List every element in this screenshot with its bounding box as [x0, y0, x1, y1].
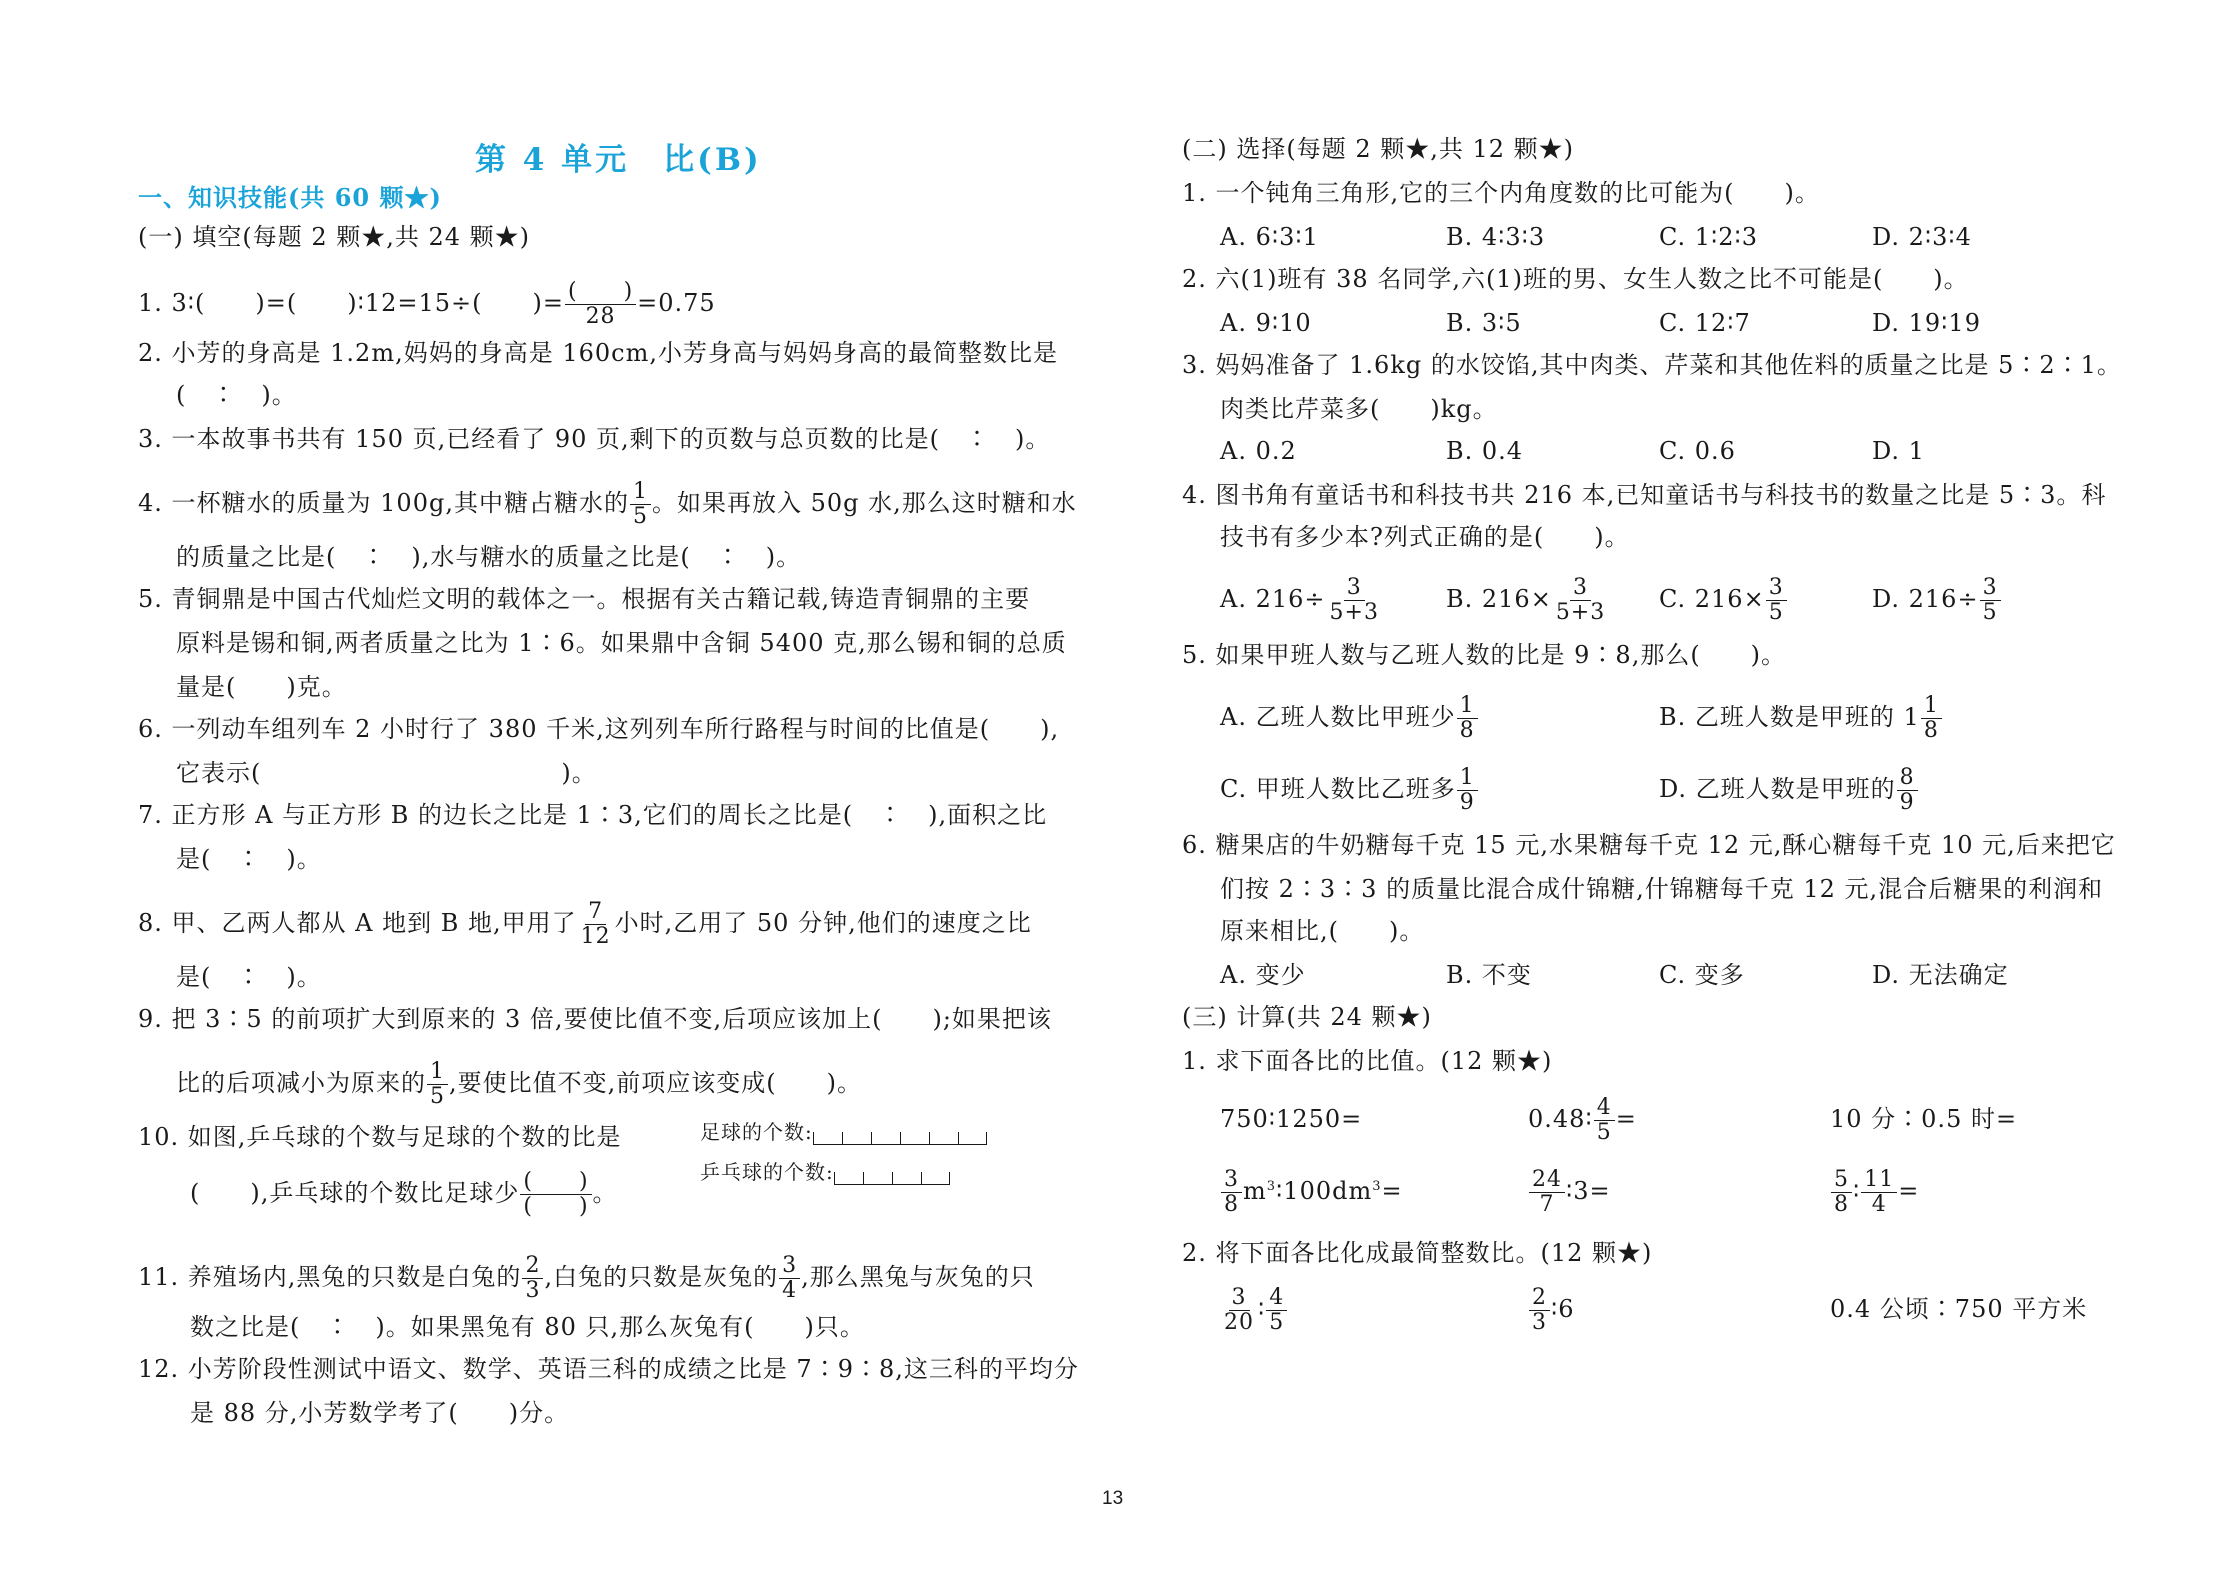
choice-q6-opt-d: D. 无法确定: [1872, 961, 2009, 989]
fill-q9-line2: 比的后项减小为原来的 $\frac{1}{5}$ ,要使比值不变,前项应该变成( )。: [176, 1059, 862, 1109]
choice-q5-opt-c: C. 甲班人数比乙班多 $\frac{1}{9}$: [1220, 766, 1479, 815]
fraction: $\frac{2}{3}$: [522, 1254, 543, 1303]
fill-q11-line2: 数之比是( ∶ )。如果黑兔有 80 只,那么灰兔有( )只。: [190, 1313, 865, 1341]
fraction: $\frac{4}{5}$: [1266, 1286, 1287, 1335]
fraction: $\frac{3}{20}$: [1224, 1285, 1254, 1335]
fill-q2-line1: 2. 小芳的身高是 1.2m,妈妈的身高是 160cm,小芳身高与妈妈身高的最简整数比是: [138, 339, 1058, 367]
fill-q1: 1. 3∶( )=( )∶12=15÷( )= ( ) 28 =0.75: [138, 279, 716, 329]
fill-q6-line2: 它表示( )。: [176, 759, 597, 787]
calc-q1-e3: 10 分∶0.5 时=: [1830, 1105, 2018, 1133]
fraction: $\frac{1}{8}$: [1457, 694, 1478, 743]
choice-q3-opt-d: D. 1: [1872, 437, 1925, 465]
choice-q2-opt-a: A. 9∶10: [1220, 309, 1312, 337]
calc-q2-stem: 2. 将下面各比化成最简整数比。(12 颗★): [1182, 1239, 1653, 1267]
fill-q8-line1: 8. 甲、乙两人都从 A 地到 B 地,甲用了 $\frac{7}{12}$ 小时,乙用了 50 分钟,他们的速度之比: [138, 899, 1032, 949]
choice-heading: (二) 选择(每题 2 颗★,共 12 颗★): [1182, 135, 1575, 163]
choice-q1-opt-b: B. 4∶3∶3: [1446, 223, 1546, 251]
choice-q3-line2: 肉类比芹菜多( )kg。: [1220, 395, 1498, 423]
fraction: $\frac{8}{9}$: [1897, 766, 1918, 815]
choice-q1-opt-a: A. 6∶3∶1: [1220, 223, 1319, 251]
choice-q1-opt-d: D. 2∶3∶4: [1872, 223, 1972, 251]
fill-q4-line2: 的质量之比是( ∶ ),水与糖水的质量之比是( ∶ )。: [176, 543, 802, 571]
choice-q3-opt-c: C. 0.6: [1659, 437, 1736, 465]
calc-q1-e1: 750∶1250=: [1220, 1105, 1363, 1133]
calc-heading: (三) 计算(共 24 颗★): [1182, 1003, 1432, 1031]
calc-q1-e6: $\frac{5}{8}$ ∶ $\frac{11}{4}$ =: [1830, 1168, 1919, 1217]
page-title: 第 4 单元 比(B): [475, 142, 762, 178]
fraction: $\frac{3}{5+3}$: [1329, 575, 1379, 625]
section-heading: 一、知识技能(共 60 颗★): [138, 183, 442, 212]
choice-q5-opt-d: D. 乙班人数是甲班的 $\frac{8}{9}$: [1659, 766, 1919, 815]
fill-q11-line1: 11. 养殖场内,黑兔的只数是白兔的 $\frac{2}{3}$ ,白兔的只数是灰兔的 $\frac{3}{4}$ ,那么黑兔与灰兔的只: [138, 1253, 1035, 1303]
fraction: $\frac{3}{4}$: [779, 1254, 800, 1303]
fill-heading: (一) 填空(每题 2 颗★,共 24 颗★): [138, 223, 531, 251]
choice-q4-opt-c: C. 216× $\frac{3}{5}$: [1659, 576, 1788, 625]
fraction: $\frac{5}{8}$: [1831, 1168, 1852, 1217]
choice-q2-opt-b: B. 3∶5: [1446, 309, 1522, 337]
choice-q2-stem: 2. 六(1)班有 38 名同学,六(1)班的男、女生人数之比不可能是( )。: [1182, 265, 1969, 293]
choice-q4-opt-a: A. 216÷ $\frac{3}{5+3}$: [1220, 576, 1383, 625]
fraction: $\frac{1}{9}$: [1457, 766, 1478, 815]
choice-q6-line2: 们按 2∶3∶3 的质量比混合成什锦糖,什锦糖每千克 12 元,混合后糖果的利润和: [1220, 875, 2104, 903]
fill-q12-line1: 12. 小芳阶段性测试中语文、数学、英语三科的成绩之比是 7∶9∶8,这三科的平均分: [138, 1355, 1079, 1383]
fraction: $\frac{11}{4}$: [1861, 1168, 1897, 1217]
choice-q1-stem: 1. 一个钝角三角形,它的三个内角度数的比可能为( )。: [1182, 179, 1820, 207]
fill-q5-line3: 量是( )克。: [176, 673, 347, 701]
fill-q10-line2: ( ),乒乓球的个数比足球少 ( ) ( ) 。: [190, 1169, 618, 1219]
calc-q2-e2: $\frac{2}{3}$ ∶6: [1528, 1286, 1575, 1335]
choice-q4-opt-b: B. 216× $\frac{3}{5+3}$: [1446, 576, 1609, 625]
choice-q5-opt-a: A. 乙班人数比甲班少 $\frac{1}{8}$: [1220, 694, 1479, 743]
fraction: $\frac{7}{12}$: [580, 899, 611, 949]
fraction: $\frac{1}{8}$: [1921, 694, 1942, 743]
choice-q6-line1: 6. 糖果店的牛奶糖每千克 15 元,水果糖每千克 12 元,酥心糖每千克 10 元,后来把它: [1182, 831, 2116, 859]
choice-q1-opt-c: C. 1∶2∶3: [1659, 223, 1759, 251]
choice-q5-opt-b: B. 乙班人数是甲班的 1 $\frac{1}{8}$: [1659, 694, 1943, 743]
choice-q6-opt-c: C. 变多: [1659, 961, 1745, 989]
choice-q6-opt-a: A. 变少: [1220, 961, 1306, 989]
fraction: $\frac{2}{3}$: [1529, 1286, 1550, 1335]
fill-q9-line1: 9. 把 3∶5 的前项扩大到原来的 3 倍,要使比值不变,后项应该加上( );如果把该: [138, 1005, 1052, 1033]
fraction: $\frac{3}{5+3}$: [1555, 575, 1606, 625]
fill-q7-line2: 是( ∶ )。: [176, 845, 322, 873]
pingpong-bar: [834, 1172, 950, 1185]
football-diagram: [700, 1116, 987, 1145]
calc-q1-e5: $\frac{24}{7}$ ∶3=: [1528, 1168, 1611, 1217]
choice-q2-opt-d: D. 19∶19: [1872, 309, 1981, 337]
choice-q2-opt-c: C. 12∶7: [1659, 309, 1751, 337]
fill-q10-line1: 10. 如图,乒乓球的个数与足球的个数的比是: [138, 1123, 622, 1151]
fraction: $\frac{3}{8}$: [1221, 1168, 1242, 1217]
fill-q12-line2: 是 88 分,小芳数学考了( )分。: [190, 1399, 570, 1427]
fill-q2-line2: ( ∶ )。: [176, 381, 297, 409]
calc-q1-e4: $\frac{3}{8}$ $m^3∶100dm^3=$: [1220, 1168, 1403, 1217]
pingpong-label: 乒乓球的个数:: [700, 1160, 834, 1184]
fill-q4-line1: 4. 一杯糖水的质量为 100g,其中糖占糖水的 $\frac{1}{5}$ 。如果再放入 50g 水,那么这时糖和水: [138, 479, 1077, 529]
fraction: $\frac{3}{5}$: [1980, 576, 2001, 625]
fraction: $\frac{3}{5}$: [1766, 576, 1787, 625]
choice-q3-opt-a: A. 0.2: [1220, 437, 1297, 465]
football-label: 足球的个数:: [700, 1120, 813, 1144]
fill-q6-line1: 6. 一列动车组列车 2 小时行了 380 千米,这列列车所行路程与时间的比值是( ),: [138, 715, 1060, 743]
calc-q1-stem: 1. 求下面各比的比值。(12 颗★): [1182, 1047, 1553, 1075]
pingpong-diagram: [700, 1156, 950, 1185]
calc-q2-e3: 0.4 公顷∶750 平方米: [1830, 1295, 2088, 1323]
choice-q3-opt-b: B. 0.4: [1446, 437, 1524, 465]
fraction: $\frac{24}{7}$: [1529, 1168, 1565, 1217]
calc-q2-e1: $\frac{3}{20}$ ∶ $\frac{4}{5}$: [1220, 1286, 1288, 1335]
fraction: ( ) 28: [565, 280, 636, 329]
fill-q5-line2: 原料是锡和铜,两者质量之比为 1∶6。如果鼎中含铜 5400 克,那么锡和铜的总质: [176, 629, 1067, 657]
fraction: ( ) ( ): [520, 1170, 591, 1219]
calc-q1-e2: 0.48∶ $\frac{4}{5}$ =: [1528, 1095, 1637, 1145]
fill-q3: 3. 一本故事书共有 150 页,已经看了 90 页,剩下的页数与总页数的比是( ∶ )。: [138, 425, 1051, 453]
choice-q4-line2: 技书有多少本?列式正确的是( )。: [1220, 523, 1630, 551]
choice-q3-line1: 3. 妈妈准备了 1.6kg 的水饺馅,其中肉类、芹菜和其他佐料的质量之比是 5∶2∶1。: [1182, 351, 2122, 379]
fill-q5-line1: 5. 青铜鼎是中国古代灿烂文明的载体之一。根据有关古籍记载,铸造青铜鼎的主要: [138, 585, 1031, 613]
choice-q6-opt-b: B. 不变: [1446, 961, 1532, 989]
choice-q4-line1: 4. 图书角有童话书和科技书共 216 本,已知童话书与科技书的数量之比是 5∶3。科: [1182, 481, 2107, 509]
page-number: 13: [1102, 1488, 1124, 1509]
fill-q7-line1: 7. 正方形 A 与正方形 B 的边长之比是 1∶3,它们的周长之比是( ∶ ),面积之比: [138, 801, 1048, 829]
fraction: $\frac{1}{5}$: [427, 1060, 448, 1109]
choice-q4-opt-d: D. 216÷ $\frac{3}{5}$: [1872, 576, 2002, 625]
football-bar: [813, 1132, 987, 1145]
fill-q8-line2: 是( ∶ )。: [176, 963, 322, 991]
fraction: $\frac{1}{5}$: [630, 480, 651, 529]
choice-q6-line3: 原来相比,( )。: [1220, 917, 1425, 945]
fraction: $\frac{4}{5}$: [1594, 1096, 1615, 1145]
choice-q5-stem: 5. 如果甲班人数与乙班人数的比是 9∶8,那么( )。: [1182, 641, 1787, 669]
